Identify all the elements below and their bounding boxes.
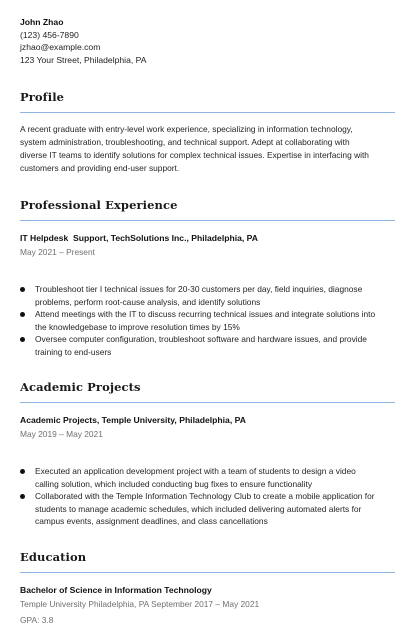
contact-name: John Zhao: [20, 17, 64, 27]
profile-heading: Profile: [20, 90, 65, 104]
experience-dates: May 2021 – Present: [20, 247, 95, 257]
profile-divider: [20, 112, 395, 113]
bullet-icon: [20, 312, 25, 317]
projects-divider: [20, 402, 395, 403]
education-heading: Education: [20, 550, 87, 564]
profile-line: diverse IT teams to identify solutions for complex technical issues. Expertise in interfacing with: [20, 150, 369, 160]
experience-heading: Professional Experience: [20, 198, 178, 212]
profile-line: customers and providing end-user support.: [20, 163, 180, 173]
education-degree: Bachelor of Science in Information Technology: [20, 585, 212, 595]
education-school-dates: Temple University Philadelphia, PA September 2017 – May 2021: [20, 599, 260, 609]
projects-heading: Academic Projects: [20, 380, 141, 394]
experience-bullets: [20, 283, 375, 359]
projects-bullets: [20, 465, 375, 528]
list-item: Oversee computer configuration, troubleshoot software and hardware issues, and provide training to end-users: [20, 333, 375, 358]
contact-email: jzhao@example.com: [20, 42, 101, 52]
bullet-icon: [20, 287, 25, 292]
projects-role: Academic Projects, Temple University, Philadelphia, PA: [20, 415, 246, 425]
profile-line: system administration, troubleshooting, and technical support. Adept at collaborating with: [20, 137, 350, 147]
list-item: Troubleshoot tier I technical issues for 20-30 customers per day, field inquiries, diagnose problems, perform root-cause analysis, and identify solutions: [20, 283, 375, 308]
education-divider: [20, 572, 395, 573]
list-item: Attend meetings with the IT to discuss recurring technical issues and integrate solutions into the knowledgebase to improve resolution times by 15%: [20, 308, 375, 333]
experience-divider: [20, 220, 395, 221]
profile-summary: [20, 123, 369, 175]
contact-phone: (123) 456-7890: [20, 29, 79, 40]
bullet-icon: [20, 337, 25, 342]
list-item: Executed an application development project with a team of students to design a video calling solution, which included conducting bug fixes to ensure functionality: [20, 465, 375, 490]
profile-line: A recent graduate with entry-level work experience, specializing in information technology,: [20, 124, 353, 134]
contact-block: [20, 16, 146, 66]
list-item: Collaborated with the Temple Information Technology Club to create a mobile application for students to manage academic schedules, which included delivering automated alerts for campus events, assignment deadlines, and class cancellations: [20, 490, 375, 528]
contact-address: 123 Your Street, Philadelphia, PA: [20, 54, 147, 65]
bullet-icon: [20, 494, 25, 499]
education-gpa: GPA: 3.8: [20, 615, 54, 625]
bullet-icon: [20, 469, 25, 474]
experience-role: IT Helpdesk Support, TechSolutions Inc., Philadelphia, PA: [20, 233, 258, 243]
projects-dates: May 2019 – May 2021: [20, 429, 103, 439]
